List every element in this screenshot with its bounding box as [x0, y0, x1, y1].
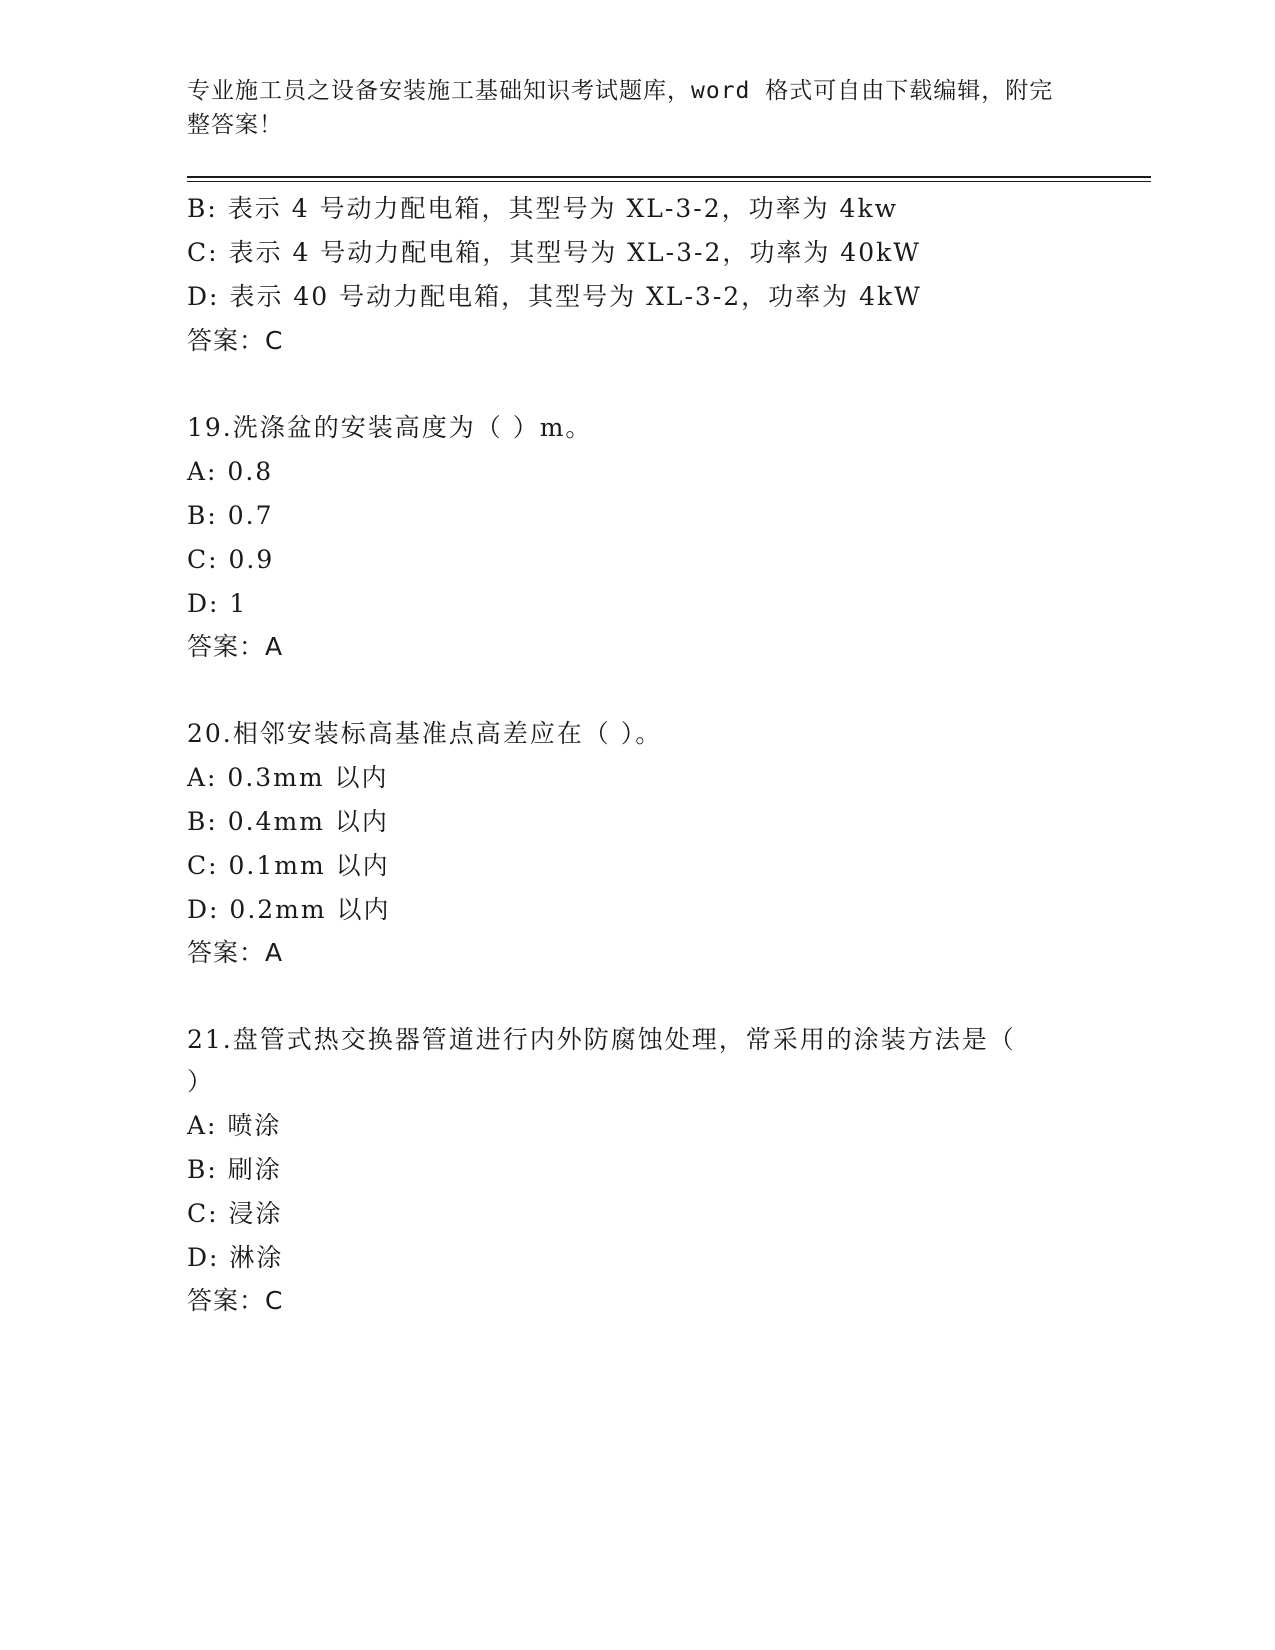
q19-question: 19.洗涤盆的安装高度为（ ）m。	[187, 413, 593, 442]
q18-answer: 答案：C	[187, 326, 284, 355]
document-header	[187, 74, 1067, 142]
q20-option-a: A: 0.3mm 以内	[187, 763, 389, 792]
header-line-2: 整答案！	[187, 112, 283, 138]
q20-option-b: B: 0.4mm 以内	[187, 807, 389, 836]
q21-option-c: C: 浸涂	[187, 1199, 283, 1228]
q21-option-a: A: 喷涂	[187, 1111, 282, 1140]
q21-answer: 答案：C	[187, 1286, 284, 1315]
q19-option-d: D: 1	[187, 589, 248, 618]
q19-option-a: A: 0.8	[187, 457, 274, 486]
header-line-1: 专业施工员之设备安装施工基础知识考试题库，word 格式可自由下载编辑，附完	[187, 78, 1054, 104]
q20-option-c: C: 0.1mm 以内	[187, 851, 390, 880]
q18-option-c: C: 表示 4 号动力配电箱，其型号为 XL-3-2，功率为 40kW	[187, 238, 921, 267]
q19-option-c: C: 0.9	[187, 545, 275, 574]
header-divider-thin	[187, 181, 1151, 182]
q19-answer: 答案：A	[187, 632, 284, 661]
q19-option-b: B: 0.7	[187, 501, 274, 530]
q21-question-line-1: 21.盘管式热交换器管道进行内外防腐蚀处理，常采用的涂装方法是（	[187, 1025, 1016, 1054]
q20-answer: 答案：A	[187, 938, 284, 967]
q18-option-b: B: 表示 4 号动力配电箱，其型号为 XL-3-2，功率为 4kw	[187, 194, 898, 223]
q18-option-d: D: 表示 40 号动力配电箱，其型号为 XL-3-2，功率为 4kW	[187, 282, 922, 311]
q20-question: 20.相邻安装标高基准点高差应在（ ）。	[187, 719, 663, 748]
q21-option-b: B: 刷涂	[187, 1155, 282, 1184]
header-divider-thick	[187, 176, 1151, 178]
q20-option-d: D: 0.2mm 以内	[187, 895, 391, 924]
q21-question-line-2: ）	[187, 1067, 215, 1096]
q21-option-d: D: 淋涂	[187, 1243, 284, 1272]
